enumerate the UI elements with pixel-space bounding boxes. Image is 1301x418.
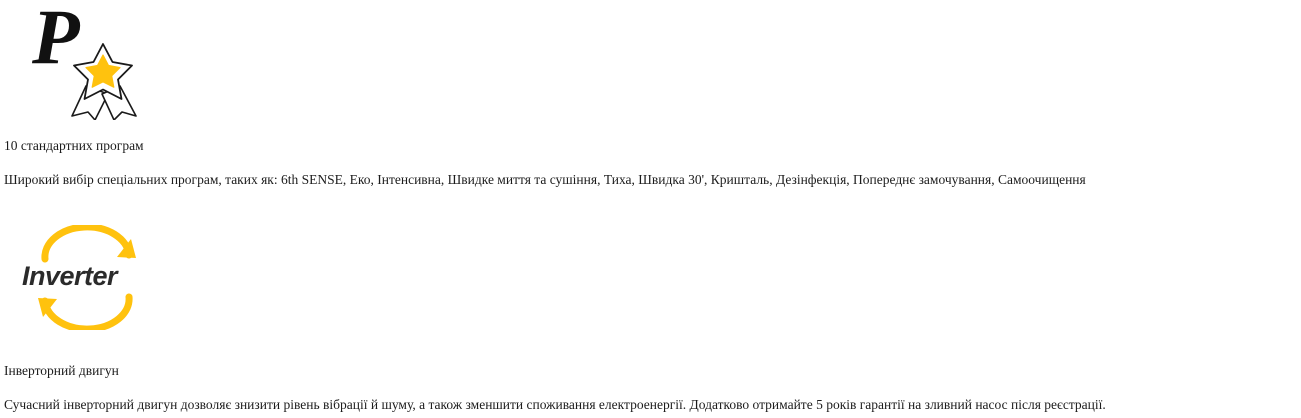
badge-letter-p: P	[32, 0, 78, 80]
feature-title-programs: 10 стандартних програм	[4, 138, 144, 153]
inverter-icon-container	[0, 225, 200, 345]
program-badge-icon	[30, 0, 160, 119]
feature-description-inverter: Сучасний інверторний двигун дозволяє знизити рівень вібрації й шуму, а також зменшити споживання електроенергії. Додатково отримайте 5 років гарантії на зливний насос після реєстрації.	[4, 397, 1106, 412]
feature-title-inverter: Інверторний двигун	[4, 363, 119, 378]
inverter-motor-icon	[12, 225, 162, 325]
award-ribbon-icon	[64, 42, 160, 120]
inverter-wordmark: Inverter	[22, 261, 118, 291]
feature-block-inverter	[0, 225, 1301, 412]
feature-description-programs: Широкий вибір спеціальних програм, таких як: 6th SENSE, Еко, Інтенсивна, Швидке миття та сушіння, Тиха, Швидка 30', Кришталь, Дезінфекція, Попереднє замочування, Самоочищення	[4, 172, 1086, 187]
feature-block-programs	[0, 0, 1301, 187]
program-badge-icon-container	[0, 0, 200, 122]
